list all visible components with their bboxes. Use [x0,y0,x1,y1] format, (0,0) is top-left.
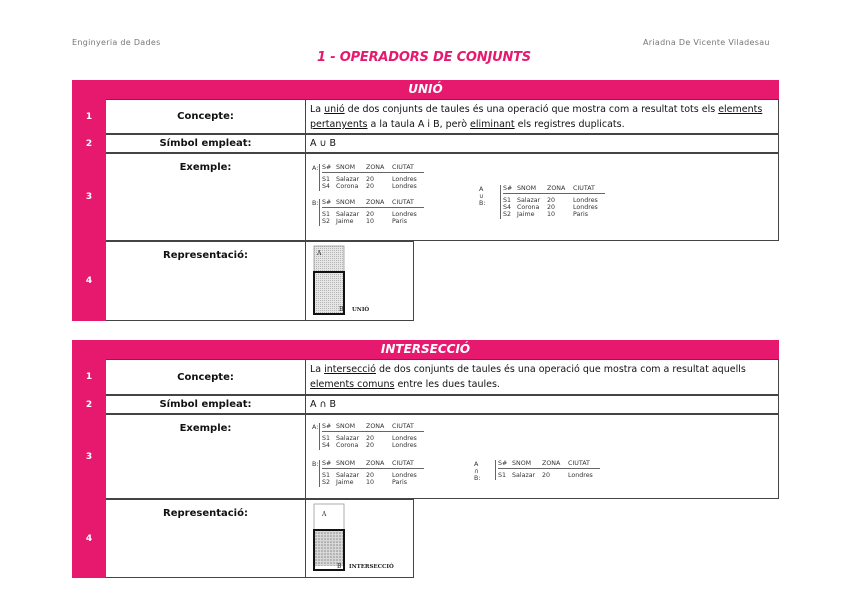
intersection-diagram-cell [306,499,414,578]
set-b-label: B [339,306,344,313]
row-number: 4 [72,499,106,578]
table-cell: Paris [392,218,407,225]
table-cell: Jaime [336,218,354,225]
table-row [503,204,605,211]
column-header: CIUTAT [573,185,595,192]
table-cell: S1 [322,176,331,183]
table-label: B: [312,461,319,468]
table-row [322,479,424,486]
table-cell: 10 [547,211,556,218]
table-cell: Corona [336,183,359,190]
row-label: Concepte: [106,99,306,134]
table-cell: S4 [503,204,512,211]
table-cell: Paris [573,211,588,218]
table-cell: S1 [322,211,331,218]
table-cell: Londres [573,197,598,204]
table-cell: Jaime [517,211,535,218]
table-cell: 20 [547,197,556,204]
table-cell: S1 [503,197,512,204]
table-cell: 20 [366,211,375,218]
table-cell: Paris [392,479,407,486]
intersection-symbol: A ∩ B [306,395,779,414]
column-header: CIUTAT [392,164,414,171]
row-label: Representació: [106,241,306,321]
table-cell: S1 [322,472,331,479]
row-label: Concepte: [106,359,306,395]
table-cell: Londres [392,472,417,479]
table-cell: S4 [322,183,331,190]
table-row [322,211,424,218]
table-cell: 10 [366,479,375,486]
union-symbol: A ∪ B [306,134,779,153]
column-header: CIUTAT [392,423,414,430]
table-cell: 20 [542,472,551,479]
table-header [498,460,600,469]
table-cell: Londres [392,183,417,190]
column-header: S# [322,164,332,171]
table-cell: Salazar [336,472,360,479]
diagram-caption: UNIÓ [352,307,370,313]
table-cell: Corona [517,204,540,211]
table-label: A: [312,165,319,172]
table-row [498,472,600,479]
column-header: SNOM [336,199,356,206]
union-section [72,80,779,321]
column-header: CIUTAT [392,199,414,206]
intersection-venn-diagram [312,502,404,576]
table-cell: S2 [322,479,331,486]
table-label: A ∩ B: [474,461,481,482]
table-label: B: [312,200,319,207]
column-header: SNOM [336,460,356,467]
column-header: CIUTAT [392,460,414,467]
column-header: ZONA [366,460,385,467]
row-number: 4 [72,241,106,321]
table-cell: Salazar [512,472,536,479]
table-header [322,199,424,208]
page-title: 1 - OPERADORS DE CONJUNTS [317,50,531,65]
table-cell: Londres [392,442,417,449]
row-label: Exemple: [106,414,306,499]
intersection-section [72,340,779,578]
row-number: 1 [72,359,106,395]
table-header [322,460,424,469]
table-cell: S2 [322,218,331,225]
table-cell: Salazar [336,435,360,442]
table-row [503,211,605,218]
table-row [322,183,424,190]
row-label: Símbol empleat: [106,134,306,153]
table-row [322,435,424,442]
header-author: Ariadna De Vicente Viladesau [643,38,770,47]
intersection-area [315,531,343,566]
column-header: SNOM [512,460,532,467]
row-number: 3 [72,414,106,499]
table-cell: S1 [322,435,331,442]
table-cell: S1 [498,472,507,479]
set-a-label: A [317,250,322,257]
intersection-example [306,414,779,499]
column-header: S# [322,460,332,467]
column-header: S# [322,423,332,430]
column-header: S# [503,185,513,192]
table-cell: S2 [503,211,512,218]
column-header: SNOM [336,164,356,171]
column-header: ZONA [366,199,385,206]
table-label: A: [312,424,319,431]
table-cell: Londres [392,211,417,218]
table-cell: Londres [392,435,417,442]
row-label: Representació: [106,499,306,578]
header-course: Enginyeria de Dades [72,38,161,47]
table-cell: Salazar [336,176,360,183]
table-row [322,218,424,225]
table-cell: Londres [392,176,417,183]
table-header [503,185,605,194]
column-header: ZONA [366,423,385,430]
row-number: 1 [72,99,106,134]
table-cell: 20 [366,442,375,449]
column-header: ZONA [366,164,385,171]
column-header: SNOM [517,185,537,192]
table-label: A ∪ B: [479,186,486,207]
table-cell: 10 [366,218,375,225]
row-label: Símbol empleat: [106,395,306,414]
union-concept: La unió de dos conjunts de taules és una operació que mostra com a resultat tots els elements pertanyents a la taula A i B, però eliminant els registres duplicats. [306,99,779,134]
intersection-concept: La intersecció de dos conjunts de taules és una operació que mostra com a resultat aquells elements comuns entre les dues taules. [306,359,779,395]
column-header: S# [498,460,508,467]
row-number: 3 [72,153,106,241]
column-header: CIUTAT [568,460,590,467]
table-cell: 20 [366,183,375,190]
table-cell: 20 [547,204,556,211]
table-cell: S4 [322,442,331,449]
union-example [306,153,779,241]
table-row [322,442,424,449]
table-header [322,164,424,173]
table-cell: Salazar [336,211,360,218]
set-a-label: A [322,511,327,518]
column-header: SNOM [336,423,356,430]
table-cell: Salazar [517,197,541,204]
column-header: S# [322,199,332,206]
row-number: 2 [72,134,106,153]
row-number: 2 [72,395,106,414]
table-row [322,176,424,183]
union-heading: UNIÓ [72,80,779,99]
union-venn-diagram [312,244,402,318]
set-b-label: B [337,563,342,570]
table-cell: Londres [573,204,598,211]
table-cell: Corona [336,442,359,449]
table-cell: Londres [568,472,593,479]
diagram-caption: INTERSECCIÓ [349,564,394,570]
intersection-heading: INTERSECCIÓ [72,340,779,359]
row-label: Exemple: [106,153,306,241]
table-row [322,472,424,479]
table-cell: 20 [366,176,375,183]
table-cell: 20 [366,435,375,442]
union-diagram-cell [306,241,414,321]
column-header: ZONA [542,460,561,467]
table-row [503,197,605,204]
table-header [322,423,424,432]
column-header: ZONA [547,185,566,192]
table-cell: 20 [366,472,375,479]
table-cell: Jaime [336,479,354,486]
